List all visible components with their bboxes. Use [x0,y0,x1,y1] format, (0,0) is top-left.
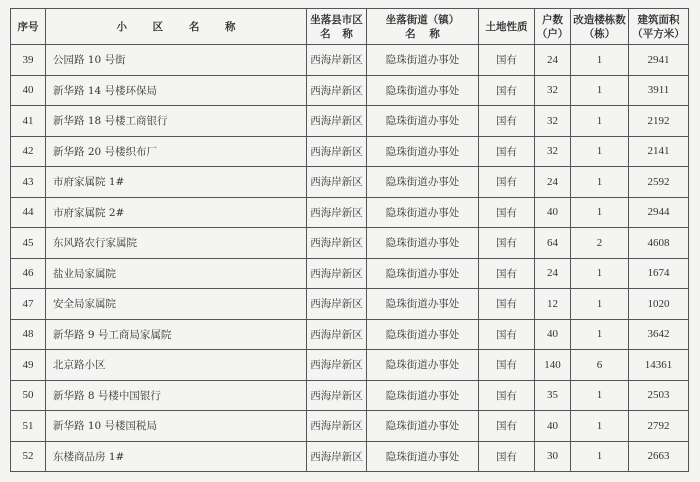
cell-households: 40 [535,411,571,442]
cell-buildings: 1 [571,411,629,442]
cell-area: 2503 [629,380,689,411]
cell-buildings: 2 [571,228,629,259]
cell-community: 安全局家属院 [46,289,307,320]
cell-households: 40 [535,319,571,350]
cell-street: 隐珠街道办事处 [367,289,479,320]
table-row [11,75,689,106]
cell-district: 西海岸新区 [307,319,367,350]
cell-community: 东风路农行家属院 [46,228,307,259]
cell-area: 2944 [629,197,689,228]
cell-seq: 40 [11,75,46,106]
cell-buildings: 1 [571,75,629,106]
cell-street: 隐珠街道办事处 [367,411,479,442]
cell-households: 12 [535,289,571,320]
cell-seq: 51 [11,411,46,442]
header-area: 建筑面积 （平方米） [629,9,689,45]
cell-households: 64 [535,228,571,259]
table-row [11,380,689,411]
cell-land: 国有 [479,411,535,442]
cell-land: 国有 [479,258,535,289]
cell-buildings: 1 [571,380,629,411]
cell-street: 隐珠街道办事处 [367,167,479,198]
cell-seq: 48 [11,319,46,350]
cell-households: 35 [535,380,571,411]
cell-buildings: 1 [571,197,629,228]
cell-land: 国有 [479,350,535,381]
cell-street: 隐珠街道办事处 [367,75,479,106]
cell-street: 隐珠街道办事处 [367,45,479,76]
cell-households: 32 [535,106,571,137]
header-community: 小 区 名 称 [46,9,307,45]
table-row [11,350,689,381]
cell-district: 西海岸新区 [307,106,367,137]
cell-land: 国有 [479,319,535,350]
cell-community: 新华路 10 号楼国税局 [46,411,307,442]
cell-street: 隐珠街道办事处 [367,350,479,381]
header-street: 坐落街道（镇） 名 称 [367,9,479,45]
cell-seq: 41 [11,106,46,137]
cell-community: 市府家属院 1# [46,167,307,198]
cell-buildings: 1 [571,136,629,167]
cell-land: 国有 [479,167,535,198]
cell-area: 1020 [629,289,689,320]
table-row [11,45,689,76]
cell-land: 国有 [479,136,535,167]
cell-land: 国有 [479,441,535,472]
cell-buildings: 1 [571,45,629,76]
cell-street: 隐珠街道办事处 [367,228,479,259]
cell-district: 西海岸新区 [307,136,367,167]
table-body [11,45,689,472]
cell-seq: 42 [11,136,46,167]
cell-community: 新华路 20 号楼织布厂 [46,136,307,167]
cell-street: 隐珠街道办事处 [367,197,479,228]
table-row [11,197,689,228]
cell-land: 国有 [479,197,535,228]
cell-community: 新华路 9 号工商局家属院 [46,319,307,350]
cell-street: 隐珠街道办事处 [367,136,479,167]
table-row [11,167,689,198]
cell-households: 140 [535,350,571,381]
cell-district: 西海岸新区 [307,228,367,259]
cell-district: 西海岸新区 [307,441,367,472]
table-header-row [11,9,689,45]
cell-buildings: 6 [571,350,629,381]
cell-area: 2941 [629,45,689,76]
cell-seq: 50 [11,380,46,411]
cell-households: 40 [535,197,571,228]
table-row [11,228,689,259]
cell-households: 30 [535,441,571,472]
cell-buildings: 1 [571,258,629,289]
cell-buildings: 1 [571,106,629,137]
cell-street: 隐珠街道办事处 [367,380,479,411]
cell-land: 国有 [479,228,535,259]
cell-street: 隐珠街道办事处 [367,319,479,350]
table-row [11,258,689,289]
header-land: 土地性质 [479,9,535,45]
cell-area: 3911 [629,75,689,106]
cell-district: 西海岸新区 [307,289,367,320]
cell-area: 2192 [629,106,689,137]
cell-district: 西海岸新区 [307,167,367,198]
cell-district: 西海岸新区 [307,197,367,228]
table-row [11,411,689,442]
cell-land: 国有 [479,289,535,320]
table-row [11,289,689,320]
cell-district: 西海岸新区 [307,45,367,76]
table-row [11,319,689,350]
cell-community: 北京路小区 [46,350,307,381]
header-households: 户数 （户） [535,9,571,45]
cell-land: 国有 [479,380,535,411]
header-district: 坐落县市区 名 称 [307,9,367,45]
cell-seq: 47 [11,289,46,320]
table-row [11,106,689,137]
cell-area: 14361 [629,350,689,381]
cell-buildings: 1 [571,441,629,472]
cell-street: 隐珠街道办事处 [367,441,479,472]
table-row [11,441,689,472]
cell-district: 西海岸新区 [307,380,367,411]
cell-households: 32 [535,136,571,167]
cell-area: 3642 [629,319,689,350]
cell-community: 公园路 10 号街 [46,45,307,76]
cell-buildings: 1 [571,289,629,320]
cell-land: 国有 [479,106,535,137]
cell-seq: 52 [11,441,46,472]
cell-households: 24 [535,258,571,289]
renovation-table [10,8,689,472]
table-row [11,136,689,167]
cell-buildings: 1 [571,167,629,198]
cell-district: 西海岸新区 [307,411,367,442]
cell-community: 盐业局家属院 [46,258,307,289]
cell-seq: 46 [11,258,46,289]
cell-seq: 39 [11,45,46,76]
header-buildings: 改造楼栋数 （栋） [571,9,629,45]
cell-area: 1674 [629,258,689,289]
cell-community: 东楼商品房 1# [46,441,307,472]
cell-community: 新华路 14 号楼环保局 [46,75,307,106]
cell-area: 2141 [629,136,689,167]
cell-households: 32 [535,75,571,106]
cell-community: 新华路 18 号楼工商银行 [46,106,307,137]
cell-area: 2792 [629,411,689,442]
cell-seq: 49 [11,350,46,381]
cell-community: 新华路 8 号楼中国银行 [46,380,307,411]
cell-street: 隐珠街道办事处 [367,258,479,289]
cell-district: 西海岸新区 [307,350,367,381]
cell-street: 隐珠街道办事处 [367,106,479,137]
cell-seq: 45 [11,228,46,259]
cell-area: 4608 [629,228,689,259]
cell-district: 西海岸新区 [307,258,367,289]
header-seq: 序号 [11,9,46,45]
cell-households: 24 [535,45,571,76]
cell-area: 2592 [629,167,689,198]
cell-land: 国有 [479,75,535,106]
cell-land: 国有 [479,45,535,76]
cell-district: 西海岸新区 [307,75,367,106]
cell-seq: 43 [11,167,46,198]
cell-buildings: 1 [571,319,629,350]
cell-seq: 44 [11,197,46,228]
cell-area: 2663 [629,441,689,472]
cell-community: 市府家属院 2# [46,197,307,228]
cell-households: 24 [535,167,571,198]
